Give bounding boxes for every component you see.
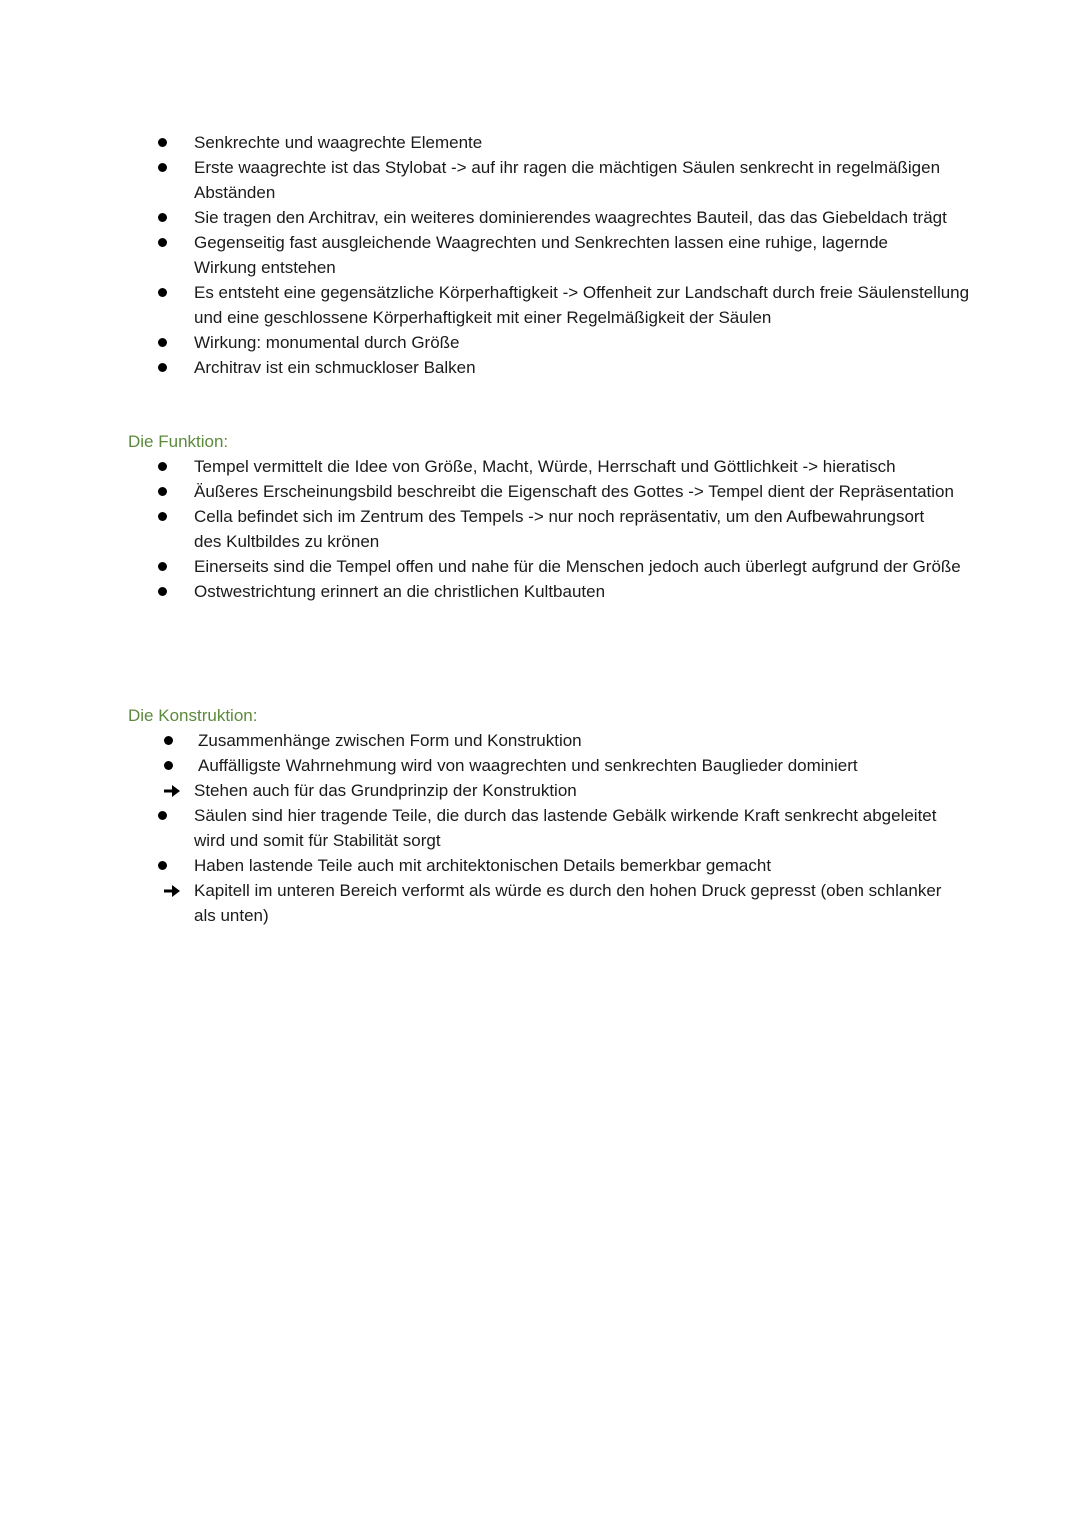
- list-item: [0, 753, 984, 778]
- bullet-icon: [158, 811, 167, 820]
- list-item: [0, 554, 984, 579]
- list-item: [0, 205, 954, 230]
- bullet-icon: [158, 487, 167, 496]
- section-heading-konstruktion: Die Konstruktion:: [128, 706, 258, 725]
- list-item-text: Tempel vermittelt die Idee von Größe, Macht, Würde, Herrschaft und Göttlichkeit -> hieratisch: [194, 457, 896, 476]
- konstruktion-list: [0, 728, 1080, 928]
- bullet-icon: [164, 761, 173, 770]
- list-item: [0, 479, 954, 504]
- list-item-text: Senkrechte und waagrechte Elemente: [194, 133, 483, 152]
- list-item-text: Cella befindet sich im Zentrum des Tempels -> nur noch repräsentativ, um den Aufbewahrungsort des Kultbildes zu krönen: [194, 507, 925, 551]
- bullet-icon: [158, 338, 167, 347]
- list-item: [0, 230, 954, 280]
- list-item: [0, 355, 954, 380]
- list-item-text: Säulen sind hier tragende Teile, die durch das lastende Gebälk wirkende Kraft senkrecht abgeleitet wird und somit für Stabilität sorgt: [194, 806, 937, 850]
- bullet-icon: [158, 288, 167, 297]
- funktion-list: [0, 454, 1080, 604]
- list-item-text: Kapitell im unteren Bereich verformt als würde es durch den hohen Druck gepresst (oben schlanker als unten): [194, 881, 942, 925]
- bullet-icon: [158, 138, 167, 147]
- bullet-icon: [158, 363, 167, 372]
- list-item: [0, 778, 954, 803]
- list-item-text: Zusammenhänge zwischen Form und Konstruktion: [198, 731, 582, 750]
- list-item-text: Äußeres Erscheinungsbild beschreibt die Eigenschaft des Gottes -> Tempel dient der Repräsentation: [194, 482, 954, 501]
- section-heading-funktion: Die Funktion:: [128, 432, 229, 451]
- list-item-text: Haben lastende Teile auch mit architektonischen Details bemerkbar gemacht: [194, 856, 772, 875]
- arrow-right-icon: [162, 781, 182, 801]
- list-item-text: Auffälligste Wahrnehmung wird von waagrechten und senkrechten Bauglieder dominiert: [198, 756, 858, 775]
- bullet-icon: [164, 736, 173, 745]
- form-list: [0, 130, 1080, 380]
- list-item: [0, 454, 954, 479]
- list-item: [0, 130, 954, 155]
- list-item-text: Erste waagrechte ist das Stylobat -> auf ihr ragen die mächtigen Säulen senkrecht in regelmäßigen Abständen: [194, 158, 941, 202]
- list-item-text: Einerseits sind die Tempel offen und nahe für die Menschen jedoch auch überlegt aufgrund der Größe: [194, 557, 961, 576]
- bullet-icon: [158, 512, 167, 521]
- list-item-text: Architrav ist ein schmuckloser Balken: [194, 358, 476, 377]
- list-item-text: Es entsteht eine gegensätzliche Körperhaftigkeit -> Offenheit zur Landschaft durch freie Säulenstellung und eine geschlossene Körperhaftigkeit mit einer Regelmäßigkeit der Säulen: [194, 283, 970, 327]
- arrow-right-icon: [162, 881, 182, 901]
- list-item-text: Ostwestrichtung erinnert an die christlichen Kultbauten: [194, 582, 606, 601]
- bullet-icon: [158, 462, 167, 471]
- list-item: [0, 853, 954, 878]
- list-item-text: Wirkung: monumental durch Größe: [194, 333, 460, 352]
- bullet-icon: [158, 861, 167, 870]
- list-item: [0, 803, 954, 853]
- list-item: [0, 504, 954, 554]
- list-item: [0, 330, 954, 355]
- bullet-icon: [158, 562, 167, 571]
- list-item: [0, 155, 954, 205]
- list-item: [0, 579, 954, 604]
- bullet-icon: [158, 238, 167, 247]
- list-item-text: Stehen auch für das Grundprinzip der Konstruktion: [194, 781, 577, 800]
- list-item-text: Sie tragen den Architrav, ein weiteres dominierendes waagrechtes Bauteil, das das Giebeldach trägt: [194, 208, 947, 227]
- list-item: [0, 280, 984, 330]
- bullet-icon: [158, 163, 167, 172]
- list-item: [0, 878, 954, 928]
- bullet-icon: [158, 213, 167, 222]
- list-item: [0, 728, 954, 753]
- bullet-icon: [158, 587, 167, 596]
- list-item-text: Gegenseitig fast ausgleichende Waagrechten und Senkrechten lassen eine ruhige, lagernde Wirkung entstehen: [194, 233, 889, 277]
